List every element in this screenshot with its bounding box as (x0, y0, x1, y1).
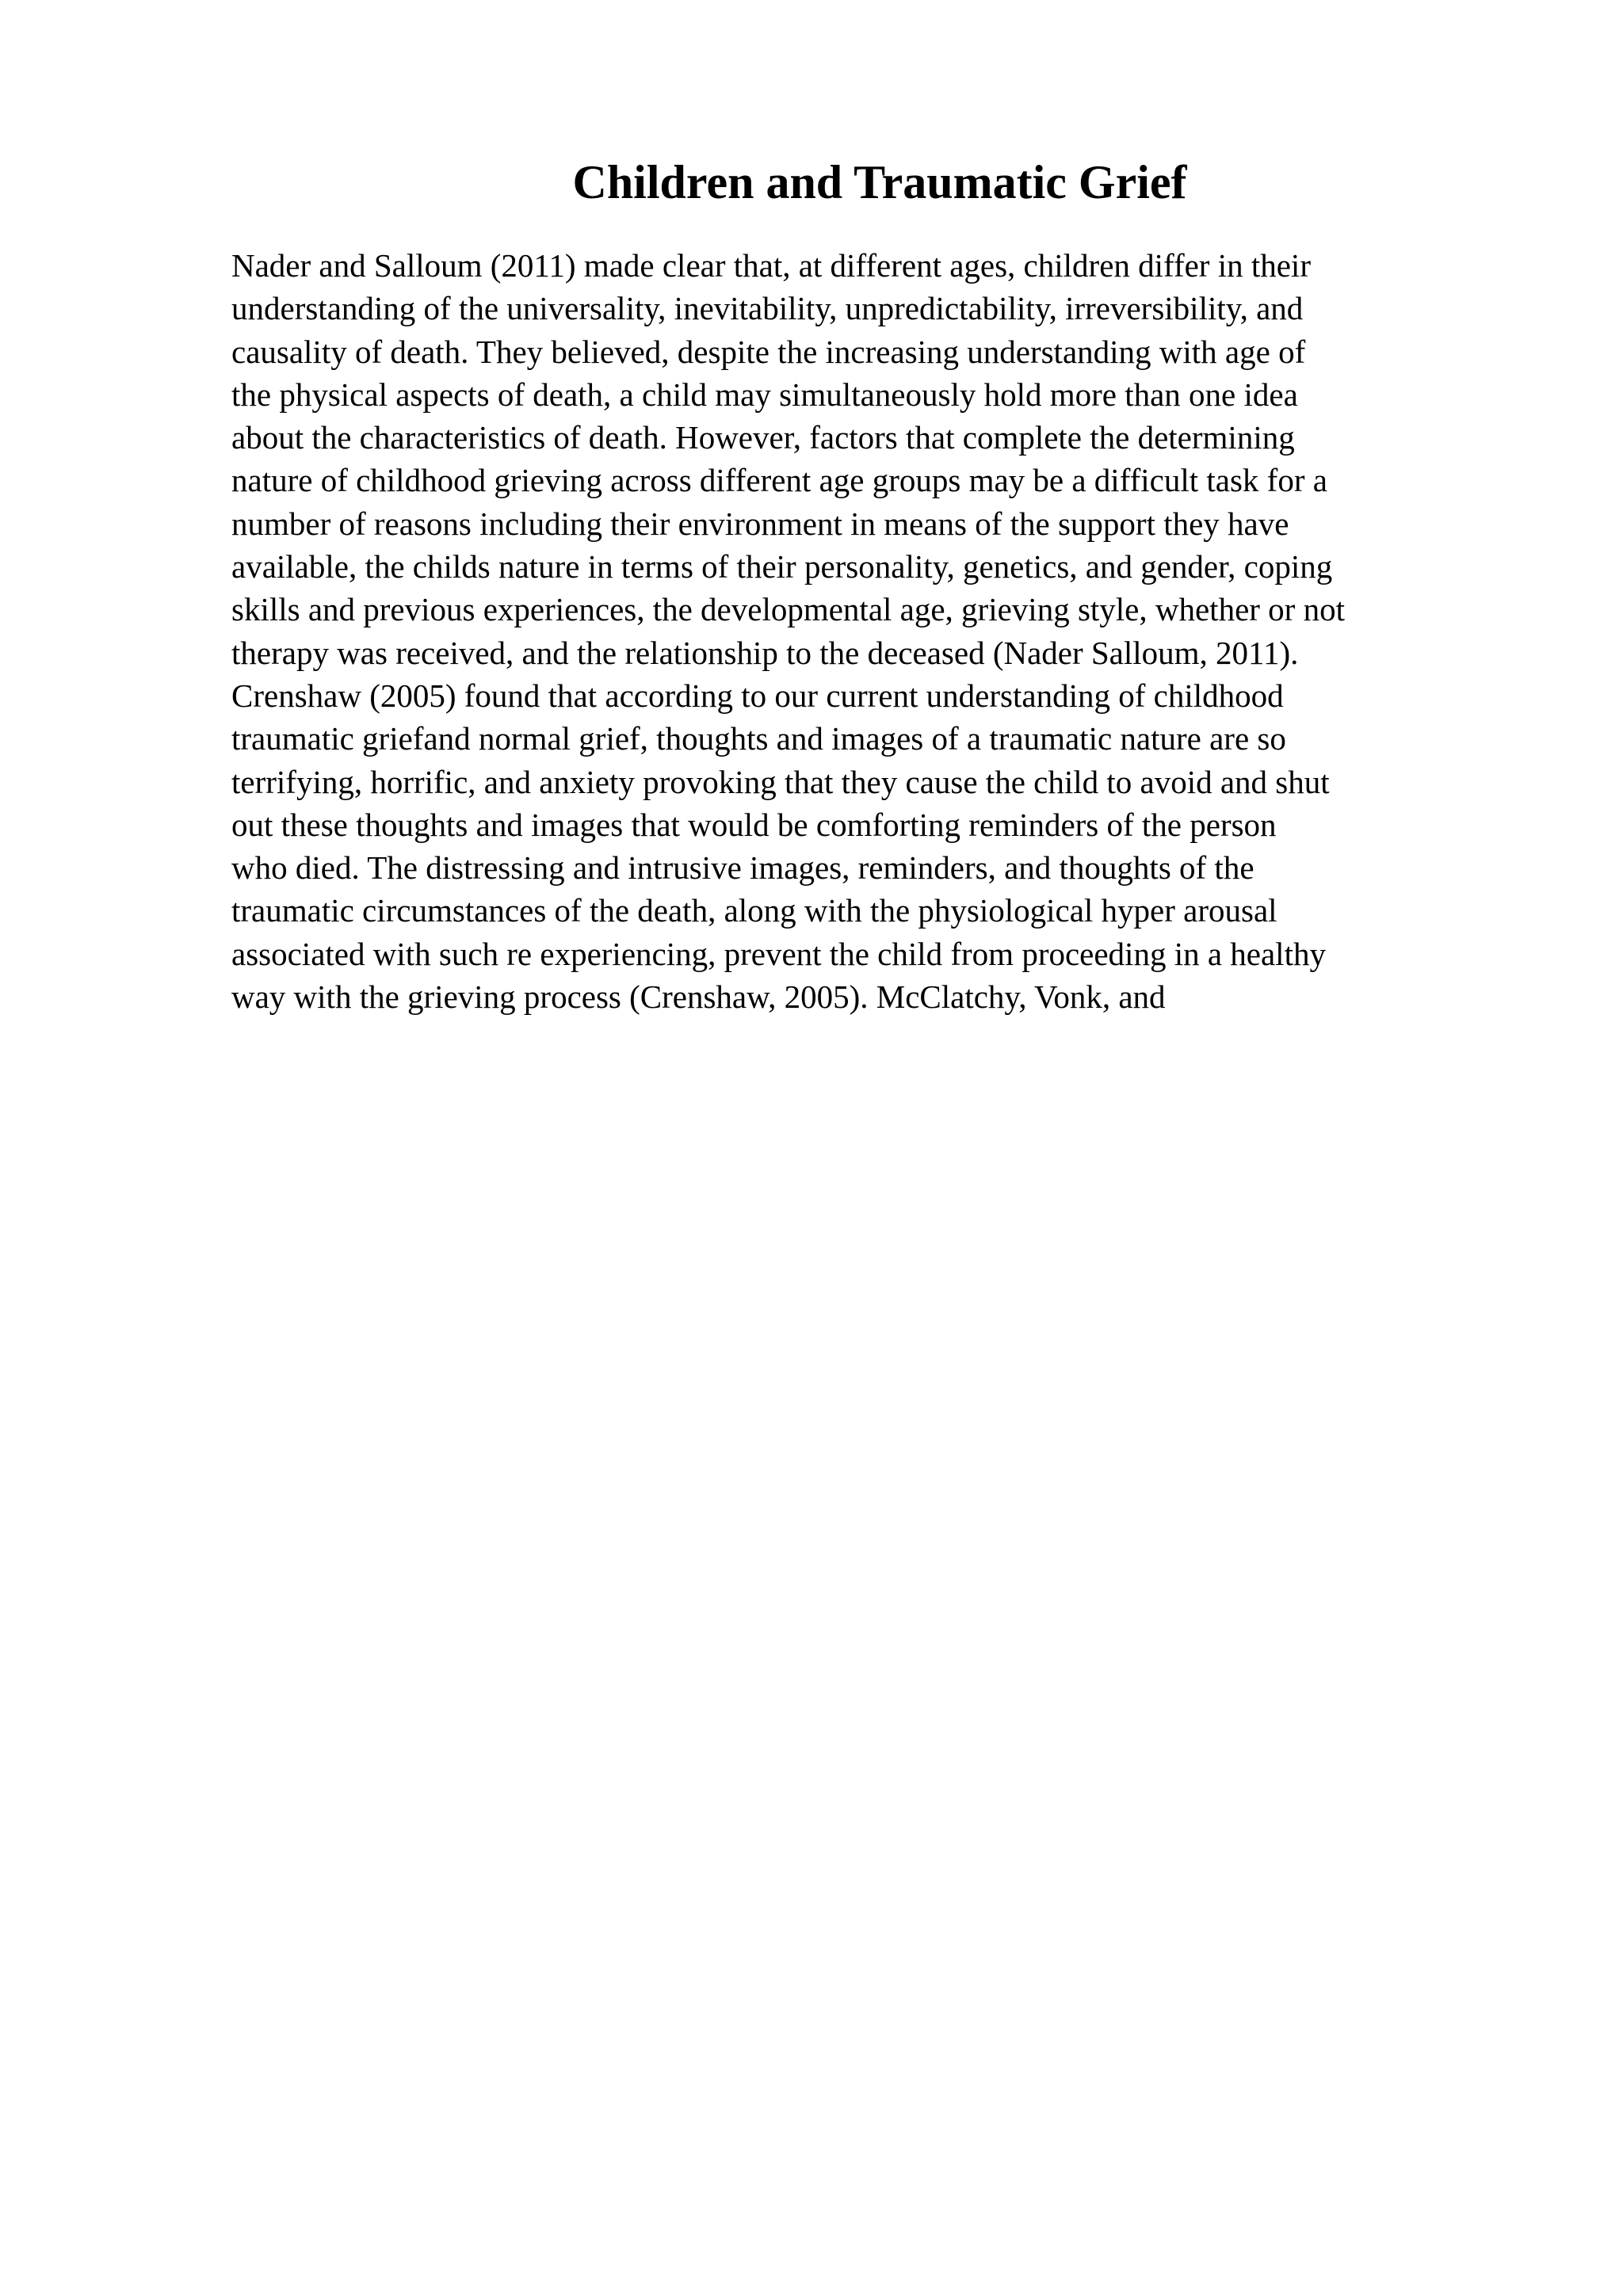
text-line: number of reasons including their environment in means of the support they have (231, 505, 1289, 542)
text-line: traumatic circumstances of the death, along with the physiological hyper arousal (231, 892, 1277, 929)
text-line: about the characteristics of death. However, factors that complete the determining (231, 419, 1295, 456)
text-line: associated with such re experiencing, prevent the child from proceeding in a healthy (231, 935, 1326, 972)
text-line: the physical aspects of death, a child may simultaneously hold more than one idea (231, 376, 1298, 413)
text-line: available, the childs nature in terms of their personality, genetics, and gender, coping (231, 548, 1333, 585)
body-paragraph (231, 244, 1579, 1018)
text-line: traumatic griefand normal grief, thoughts and images of a traumatic nature are so (231, 720, 1286, 757)
text-line: therapy was received, and the relationship to the deceased (Nader Salloum, 2011). (231, 634, 1299, 671)
text-line: who died. The distressing and intrusive images, reminders, and thoughts of the (231, 849, 1254, 887)
text-line: understanding of the universality, inevitability, unpredictability, irreversibility, and (231, 290, 1304, 327)
text-line: way with the grieving process (Crenshaw, 2005). McClatchy, Vonk, and (231, 978, 1166, 1016)
text-line: nature of childhood grieving across different age groups may be a difficult task for a (231, 462, 1327, 499)
text-line: Nader and Salloum (2011) made clear that, at different ages, children differ in their (231, 247, 1311, 284)
text-line: skills and previous experiences, the developmental age, grieving style, whether or not (231, 591, 1345, 628)
text-line: Crenshaw (2005) found that according to our current understanding of childhood (231, 677, 1284, 714)
text-line: out these thoughts and images that would be comforting reminders of the person (231, 806, 1277, 843)
document-title: Children and Traumatic Grief (572, 156, 1187, 208)
text-line: terrifying, horrific, and anxiety provoking that they cause the child to avoid and shut (231, 763, 1330, 800)
text-line: causality of death. They believed, despite the increasing understanding with age of (231, 333, 1306, 370)
